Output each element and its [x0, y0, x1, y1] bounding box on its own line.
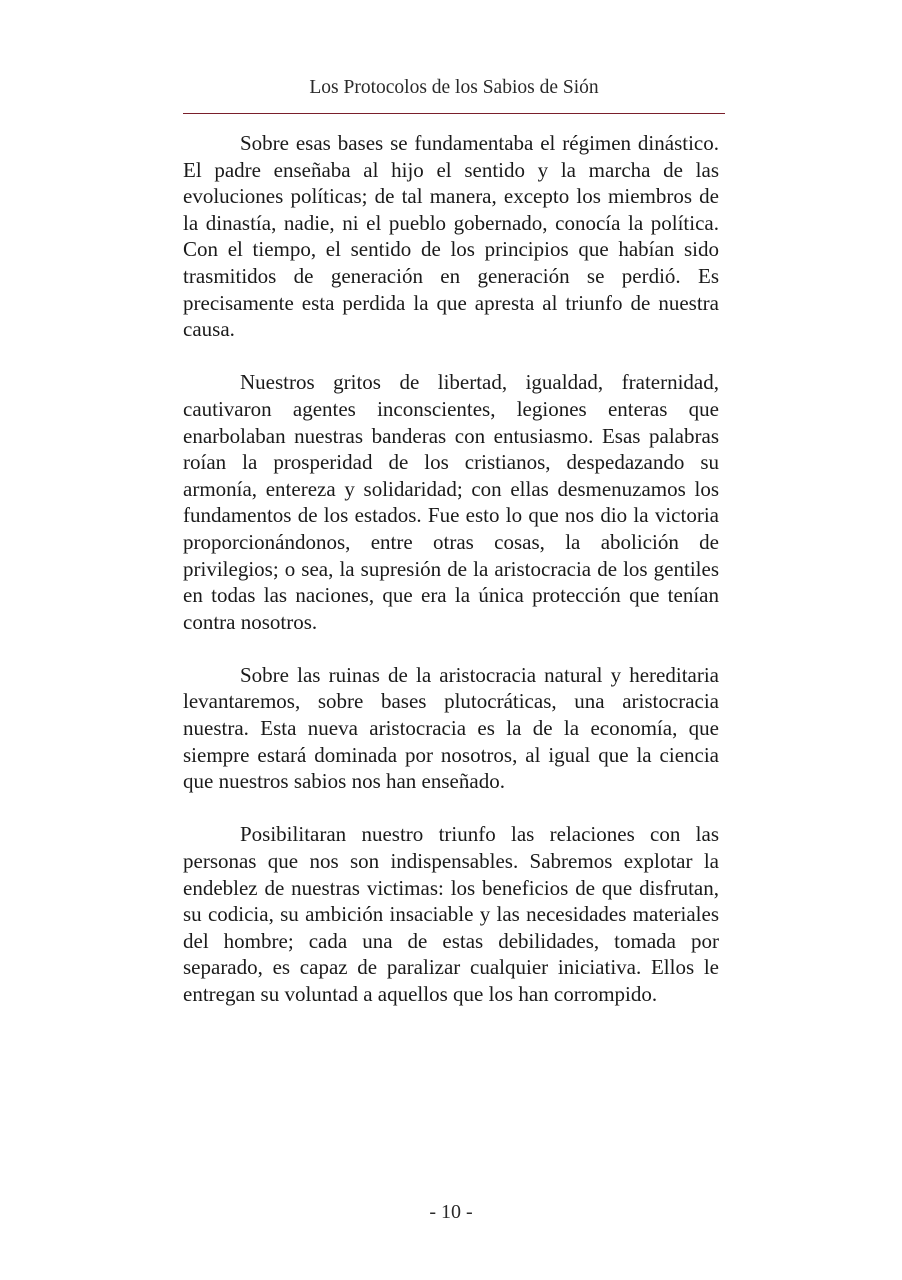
paragraph-2: Nuestros gritos de libertad, igualdad, fraternidad, cautivaron agentes inconscientes, legiones enteras que enarbolaban nuestras banderas con entusiasmo. Esas palabras roían la prosperidad de los cristianos, despedazando su armonía, entereza y solidaridad; con ellas desmenuzamos los fundamentos de los estados. Fue esto lo que nos dio la victoria proporcionándonos, entre otras cosas, la abolición de privilegios; o sea, la supresión de la aristocracia de los gentiles en todas las naciones, que era la única protección que tenían contra nosotros.	[183, 370, 719, 634]
page-number: - 10 -	[429, 1201, 473, 1223]
paragraph-3: Sobre las ruinas de la aristocracia natural y hereditaria levantaremos, sobre bases plutocráticas, una aristocracia nuestra. Esta nueva aristocracia es la de la economía, que siempre estará dominada por nosotros, al igual que la ciencia que nuestros sabios nos han enseñado.	[183, 662, 719, 794]
body-text	[183, 130, 719, 1034]
paragraph-1: Sobre esas bases se fundamentaba el régimen dinástico. El padre enseñaba al hijo el sentido y la marcha de las evoluciones políticas; de tal manera, excepto los miembros de la dinastía, nadie, ni el pueblo gobernado, conocía la política. Con el tiempo, el sentido de los principios que habían sido trasmitidos de generación en generación se perdió. Es precisamente esta perdida la que apresta al triunfo de nuestra causa.	[183, 131, 719, 342]
header-divider	[183, 113, 725, 114]
paragraph-4: Posibilitaran nuestro triunfo las relaciones con las personas que nos son indispensables. Sabremos explotar la endeblez de nuestras victimas: los beneficios de que disfrutan, su codicia, su ambición insaciable y las necesidades materiales del hombre; cada una de estas debilidades, tomada por separado, es capaz de paralizar cualquier iniciativa. Ellos le entregan su voluntad a aquellos que los han corrompido.	[183, 822, 719, 1006]
running-header-title: Los Protocolos de los Sabios de Sión	[309, 77, 599, 98]
